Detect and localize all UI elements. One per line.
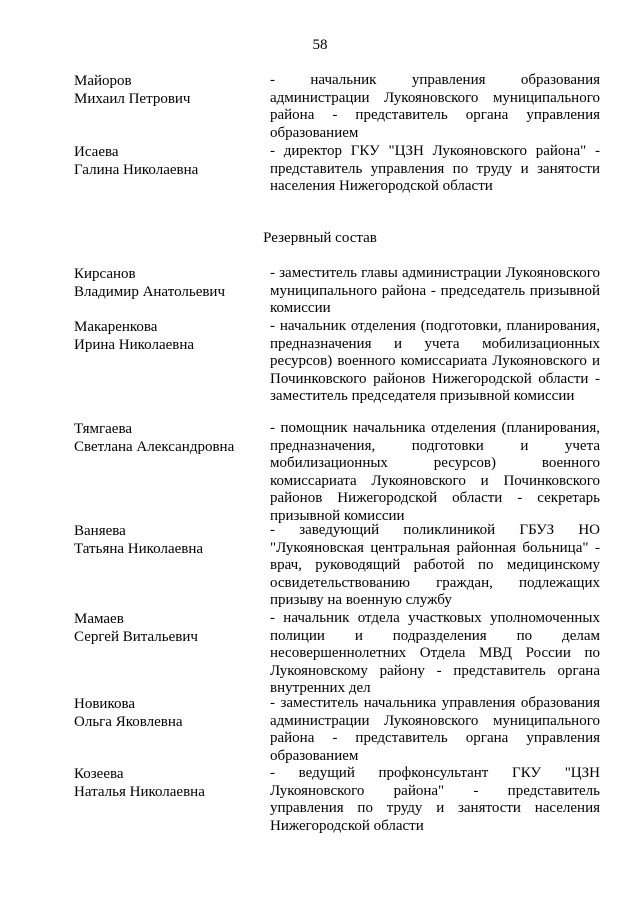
member-surname: Мамаев [74,611,124,627]
member-name [74,420,264,456]
member-surname: Макаренкова [74,319,158,335]
member-surname: Ваняева [74,523,126,539]
member-given-name: Светлана Александровна [74,439,235,455]
member-given-name: Михаил Петрович [74,91,191,107]
member-name [74,695,264,731]
member-name [74,610,264,646]
member-role: - заместитель главы администрации Лукояновского муниципального района - председатель призывной комиссии [270,265,600,317]
member-surname: Новикова [74,696,136,712]
reserve-section-heading: Резервный состав [263,230,377,246]
member-given-name: Галина Николаевна [74,162,199,178]
member-name [74,143,264,179]
member-given-name: Ирина Николаевна [74,337,195,353]
page-number: 58 [312,37,328,53]
member-role: - начальник отделения (подготовки, планирования, предназначения и учета мобилизационных ресурсов) военного комиссариата Лукояновского и Починковского районов Нижегородской области - заместитель председателя призывной комиссии [270,318,600,405]
member-name [74,72,264,108]
member-given-name: Наталья Николаевна [74,784,205,800]
member-name [74,318,264,354]
member-name [74,522,264,558]
member-name [74,765,264,801]
member-given-name: Сергей Витальевич [74,629,198,645]
member-surname: Майоров [74,73,132,89]
member-surname: Кирсанов [74,266,136,282]
member-role: - начальник отдела участковых уполномоченных полиции и подразделения по делам несовершеннолетних Отдела МВД России по Лукояновскому району - представитель органа внутренних дел [270,610,600,697]
member-given-name: Ольга Яковлевна [74,714,183,730]
member-role: - помощник начальника отделения (планирования, предназначения, подготовки и учета мобилизационных ресурсов) военного комиссариата Лукояновского и Починковского районов Нижегородской области - секретарь призывной комиссии [270,420,600,524]
member-surname: Тямгаева [74,421,132,437]
member-role: - директор ГКУ "ЦЗН Лукояновского района" - представитель управления по труду и занятости населения Нижегородской области [270,143,600,195]
member-role: - заведующий поликлиникой ГБУЗ НО "Лукояновская центральная районная больница" - врач, руководящий работой по медицинскому освидетельствованию граждан, подлежащих призыву на военную службу [270,522,600,609]
member-surname: Исаева [74,144,119,160]
member-role: - заместитель начальника управления образования администрации Лукояновского муниципального района - представитель органа управления образованием [270,695,600,764]
member-name [74,265,264,301]
member-given-name: Татьяна Николаевна [74,541,204,557]
member-role: - начальник управления образования администрации Лукояновского муниципального района - представитель органа управления образованием [270,72,600,141]
member-given-name: Владимир Анатольевич [74,284,226,300]
member-role: - ведущий профконсультант ГКУ "ЦЗН Лукояновского района" - представитель управления по труду и занятости населения Нижегородской области [270,765,600,834]
member-surname: Козеева [74,766,124,782]
